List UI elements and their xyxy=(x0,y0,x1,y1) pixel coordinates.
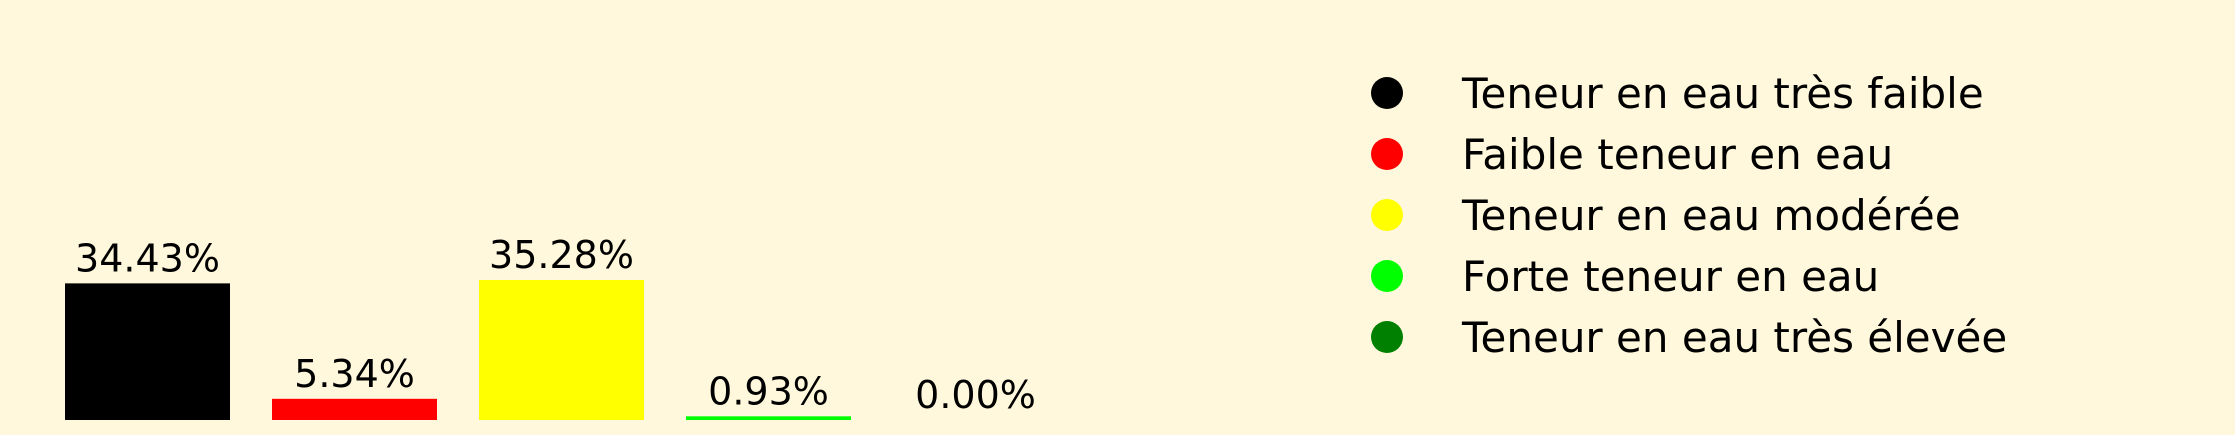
legend-label-3: Teneur en eau modérée xyxy=(1462,191,1961,240)
legend-marker-3 xyxy=(1371,199,1403,231)
bar-4 xyxy=(686,416,851,420)
bar-2 xyxy=(272,399,437,420)
bar-value-label-3: 35.28% xyxy=(489,233,634,277)
bar-value-label-2: 5.34% xyxy=(294,351,415,396)
legend-marker-5 xyxy=(1371,321,1403,353)
bar-1 xyxy=(65,283,230,420)
legend-marker-2 xyxy=(1371,138,1403,170)
legend-label-5: Teneur en eau très élevée xyxy=(1462,313,2008,362)
bar-3 xyxy=(479,280,644,420)
bar-value-label-5: 0.00% xyxy=(915,373,1036,417)
legend-label-1: Teneur en eau très faible xyxy=(1462,69,1984,118)
legend-marker-4 xyxy=(1371,260,1403,292)
bar-value-label-1: 34.43% xyxy=(75,236,220,281)
legend-label-4: Forte teneur en eau xyxy=(1462,252,1880,301)
bar-value-label-4: 0.93% xyxy=(708,369,829,414)
legend-label-2: Faible teneur en eau xyxy=(1462,130,1894,179)
legend xyxy=(1371,69,2007,362)
legend-marker-1 xyxy=(1371,77,1403,109)
